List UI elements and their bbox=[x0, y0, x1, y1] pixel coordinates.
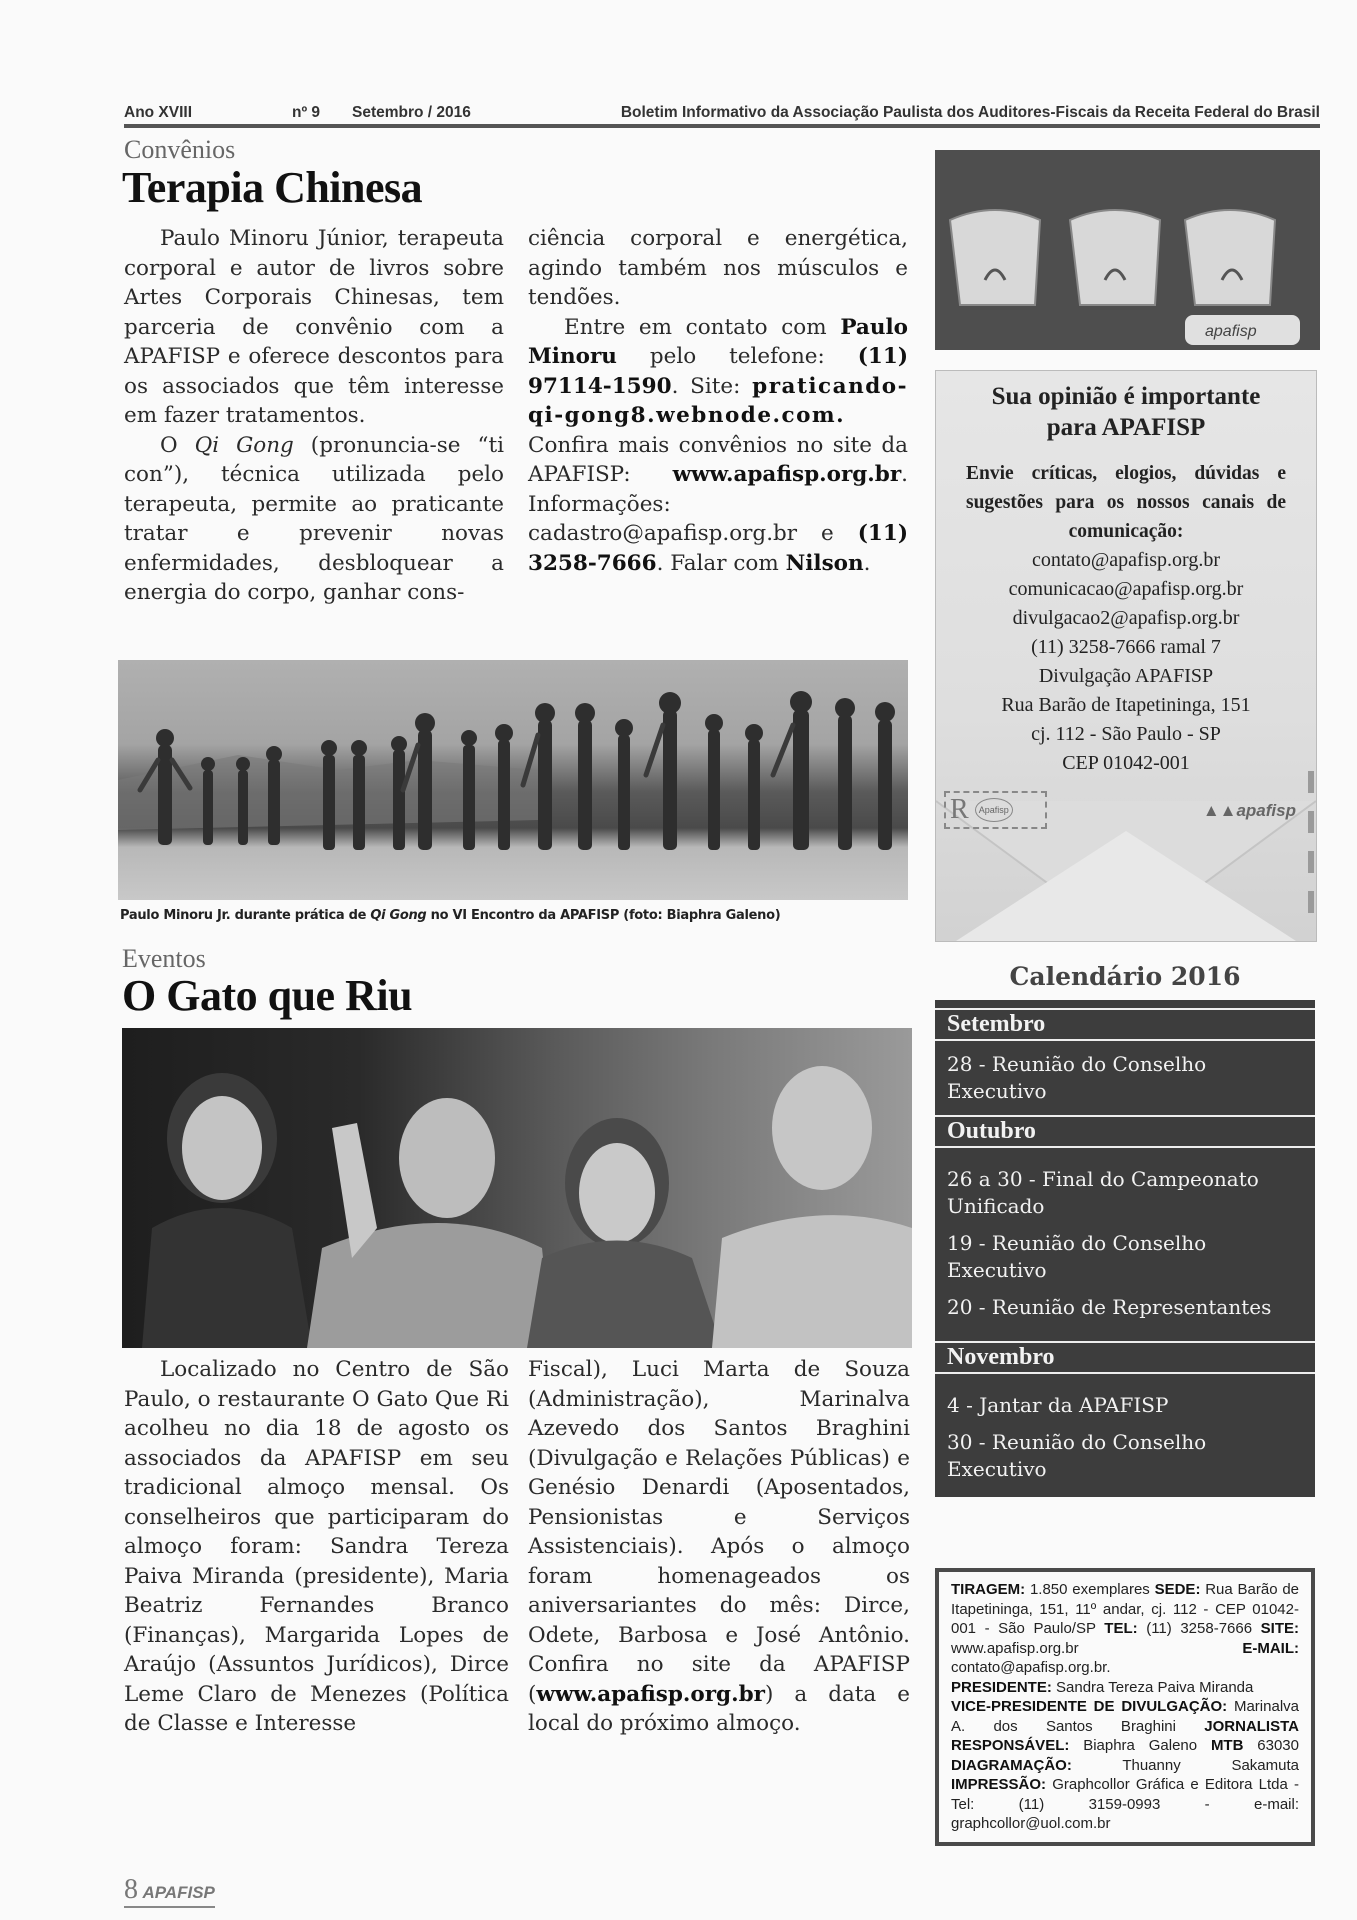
masthead-issue: nº 9 bbox=[292, 104, 321, 121]
mailboxes-illustration bbox=[935, 150, 1320, 350]
people-illustration bbox=[122, 1028, 912, 1348]
apafisp-phone: (11) 3258-7666 bbox=[528, 521, 908, 576]
contact-phone: (11) 97114-1590 bbox=[528, 344, 908, 399]
website-link[interactable]: praticando-qi-gong8.webnode.com. bbox=[528, 373, 908, 428]
opinion-body: Envie críticas, elogios, dúvidas e sugestões para os nossos canais de comunicação: bbox=[966, 463, 1286, 542]
mailbox-label: apafisp bbox=[1205, 323, 1257, 340]
article1-paragraph: O Qi Gong (pronuncia-se “ti con”), técnica utilizada pelo terapeuta, permite ao praticante tratar e prevenir novas enfermidades, desbloquear a energia do corpo, ganhar cons- bbox=[124, 432, 504, 605]
email-contato[interactable]: contato@apafisp.org.br bbox=[1032, 549, 1220, 571]
contact-nilson: Nilson bbox=[785, 550, 864, 576]
opinion-content bbox=[936, 381, 1316, 778]
article2-paragraph: Fiscal), Luci Marta de Souza (Administração), Marinalva Azevedo dos Santos Braghini (Divulgação e Relações Públicas) e Genésio Denardi (Aposentados, Pensionistas e Serviços Assistenciais). Após o almoço foram homenageados os aniversariantes do mês: Dirce, Odete, Barbosa e José Antônio. Confira no site da APAFISP (www.apafisp.org.br) a data e local do próximo almoço. bbox=[528, 1357, 910, 1736]
masthead-publication: Boletim Informativo da Associação Paulista dos Auditores-Fiscais da Receita Federal do Brasil bbox=[620, 104, 1320, 121]
opinion-title: Sua opinião é importante para APAFISP bbox=[991, 383, 1261, 441]
page-number: 8 bbox=[124, 1874, 138, 1905]
article1-contact-paragraph: Entre em contato com Paulo Minoru pelo telefone: (11) 97114-1590. Site: praticando-qi-gong8.webnode.com. Confira mais convênios no site da APAFISP: www.apafisp.org.br. Informações: cadastro@apafisp.org.br e (11) 3258-7666. Falar com Nilson. bbox=[528, 314, 908, 576]
article-title-terapia-chinesa: Terapia Chinesa bbox=[122, 163, 423, 212]
page-footer bbox=[124, 1874, 215, 1908]
registered-stamp-icon: R Apafisp bbox=[944, 791, 1047, 829]
calendar-event: 20 - Reunião de Representantes bbox=[947, 1295, 1272, 1319]
calendar-month-outubro: Outubro bbox=[935, 1115, 1315, 1148]
article2-column-1 bbox=[124, 1355, 509, 1739]
apafisp-website-link[interactable]: www.apafisp.org.br bbox=[536, 1681, 765, 1707]
article2-paragraph: Localizado no Centro de São Paulo, o restaurante O Gato Que Ri acolheu no dia 18 de agosto os associados da APAFISP em seu tradicional almoço mensal. Os conselheiros que participaram do almoço foram: Sandra Tereza Paiva Miranda (presidente), Maria Beatriz Fernandes Branco (Finanças), Margarida Lopes de Araújo (Assuntos Jurídicos), Dirce Leme Claro de Menezes (Política de Classe e Interesse bbox=[124, 1357, 509, 1736]
apafisp-website-link[interactable]: www.apafisp.org.br bbox=[672, 462, 902, 487]
opinion-address-2: cj. 112 - São Paulo - SP bbox=[1031, 723, 1221, 745]
article1-column-2 bbox=[528, 224, 908, 578]
calendar-event: 26 a 30 - Final do Campeonato Unificado bbox=[947, 1167, 1259, 1218]
calendar-event: 19 - Reunião do Conselho Executivo bbox=[947, 1231, 1207, 1282]
article1-paragraph: Paulo Minoru Júnior, terapeuta corporal e autor de livros sobre Artes Corporais Chinesas, tem parceria de convênio com a APAFISP e oferece descontos para os associados que têm interesse em fazer tratamentos. bbox=[124, 226, 504, 428]
article2-column-2 bbox=[528, 1355, 910, 1739]
expediente-site[interactable]: www.apafisp.org.br bbox=[951, 1639, 1243, 1657]
calendar-event: 30 - Reunião do Conselho Executivo bbox=[947, 1430, 1207, 1481]
article1-column-1 bbox=[124, 224, 504, 608]
mailbox-photo bbox=[935, 150, 1320, 350]
calendar-title: Calendário 2016 bbox=[1009, 962, 1241, 991]
qi-gong-photo-caption: Paulo Minoru Jr. durante prática de Qi Gong no VI Encontro da APAFISP (foto: Biaphra Galeno) bbox=[120, 908, 781, 923]
article-title-o-gato-que-riu: O Gato que Riu bbox=[122, 971, 413, 1020]
expediente-box: TIRAGEM: 1.850 exemplares SEDE: Rua Barão de Itapetininga, 151, 11º andar, cj. 112 - CEP 01042-001 - São Paulo/SP TEL: (11) 3258-7666 SITE: www.apafisp.org.br E-MAIL: contato@apafisp.org.br. PRESIDENTE: Sandra Tereza Paiva Miranda VICE-PRESIDENTE DE DIVULGAÇÃO: Marinalva A. dos Santos Braghini JORNALISTA RESPONSÁVEL: Biaphra Galeno MTB 63030 DIAGRAMAÇÃO: Thuanny Sakamuta IMPRESSÃO: Graphcollor Gráfica e Editora Ltda - Tel: (11) 3159-0993 - e-mail: graphcollor@uol.com.br bbox=[935, 1568, 1315, 1846]
masthead-year: Ano XVIII bbox=[124, 104, 193, 121]
qi-gong-photo bbox=[118, 660, 908, 900]
footer-brand: APAFISP bbox=[142, 1883, 215, 1902]
expediente-email[interactable]: contato@apafisp.org.br. bbox=[951, 1659, 1111, 1676]
opinion-phone: (11) 3258-7666 ramal 7 bbox=[1031, 636, 1221, 658]
section-label-convenios: Convênios bbox=[124, 135, 236, 164]
opinion-envelope bbox=[935, 370, 1317, 942]
email-comunicacao[interactable]: comunicacao@apafisp.org.br bbox=[1008, 578, 1244, 600]
group-exercise-illustration bbox=[118, 660, 908, 900]
calendar-box bbox=[935, 1000, 1315, 1497]
lunch-group-photo bbox=[122, 1028, 912, 1348]
opinion-dept: Divulgação APAFISP bbox=[1038, 665, 1214, 687]
apafisp-logo: ▲▲apafisp bbox=[1202, 801, 1296, 820]
masthead bbox=[124, 100, 1320, 128]
calendar-event: 28 - Reunião do Conselho Executivo bbox=[947, 1052, 1207, 1103]
tree-logo-icon: ▲▲ bbox=[1202, 801, 1237, 820]
contact-name: Paulo Minoru bbox=[528, 314, 908, 369]
opinion-address-1: Rua Barão de Itapetininga, 151 bbox=[1001, 694, 1251, 716]
calendar-month-setembro: Setembro bbox=[935, 1008, 1315, 1041]
section-label-eventos: Eventos bbox=[122, 944, 206, 973]
calendar-month-novembro: Novembro bbox=[935, 1341, 1315, 1374]
email-divulgacao[interactable]: divulgacao2@apafisp.org.br bbox=[1012, 607, 1240, 629]
calendar-event: 4 - Jantar da APAFISP bbox=[947, 1393, 1169, 1417]
opinion-cep: CEP 01042-001 bbox=[1062, 752, 1190, 774]
article1-paragraph: ciência corporal e energética, agindo também nos músculos e tendões. bbox=[528, 226, 908, 310]
masthead-date: Setembro / 2016 bbox=[352, 104, 471, 121]
